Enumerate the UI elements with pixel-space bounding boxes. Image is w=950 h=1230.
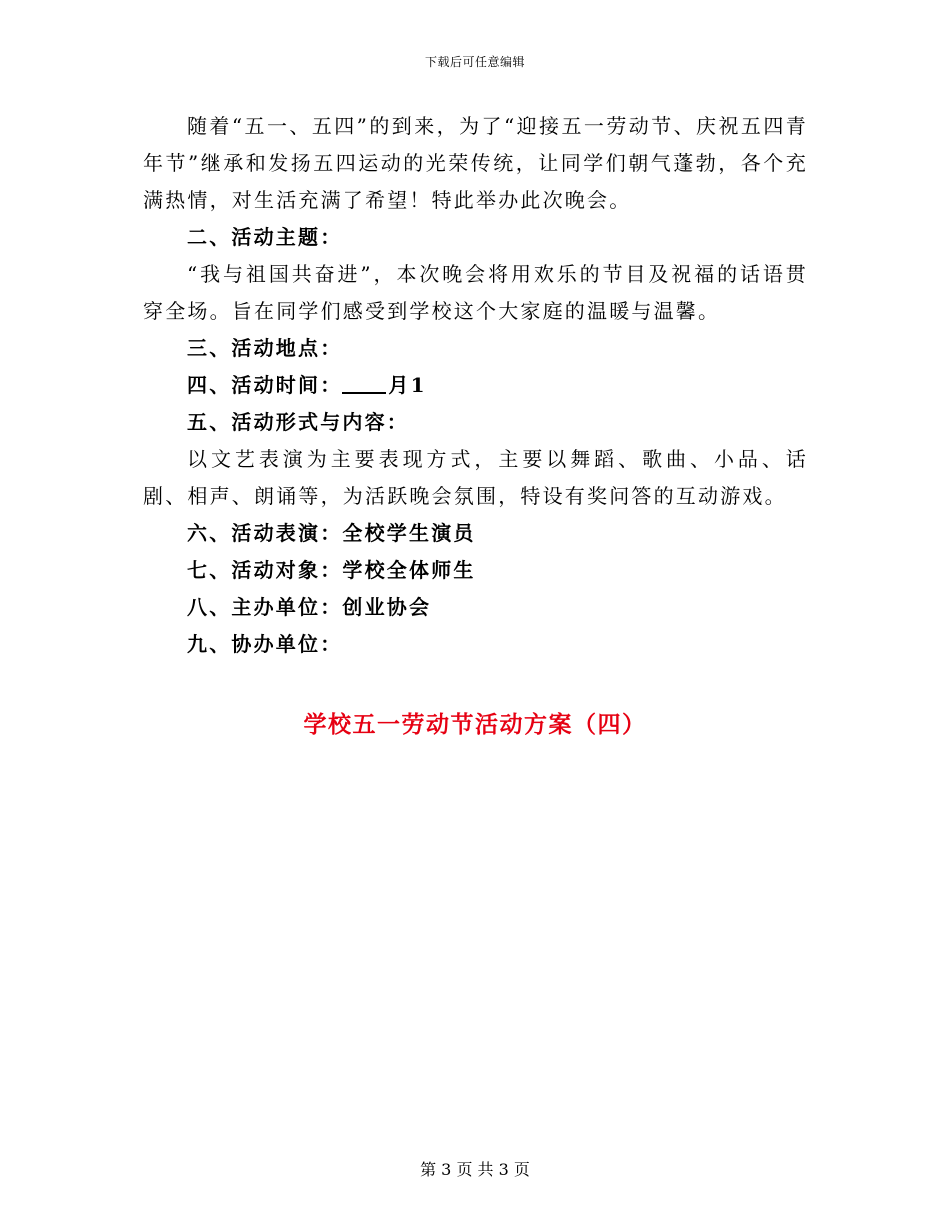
section-theme-text: “我与祖国共奋进”，本次晚会将用欢乐的节目及祝福的话语贯穿全场。旨在同学们感受到学校这个大家庭的温暖与温馨。 [143, 262, 808, 323]
section-location-heading: 三、活动地点： [187, 336, 343, 360]
section-format-text: 以文艺表演为主要表现方式，主要以舞蹈、歌曲、小品、话剧、相声、朗诵等，为活跃晚会氛围，特设有奖问答的互动游戏。 [143, 447, 808, 508]
page-header-note: 下载后可任意编辑 [424, 55, 525, 69]
section-coorganizer: 九、协办单位： [187, 632, 343, 656]
section-organizer: 八、主办单位：创业协会 [187, 595, 432, 619]
section-performers: 六、活动表演：全校学生演员 [187, 521, 476, 545]
section-theme-heading: 二、活动主题： [187, 225, 343, 249]
time-blank-underline [342, 370, 386, 394]
section-time-label: 四、活动时间： [187, 373, 343, 397]
section-time-value: 月1 [388, 373, 427, 397]
section-time-heading [143, 367, 808, 404]
next-section-title: 学校五一劳动节活动方案（四） [303, 711, 647, 738]
section-audience: 七、活动对象：学校全体师生 [187, 558, 476, 582]
page-number-footer: 第 3 页 共 3 页 [420, 1160, 530, 1179]
document-body [143, 108, 808, 663]
intro-paragraph: 随着“五一、五四”的到来，为了“迎接五一劳动节、庆祝五四青年节”继承和发扬五四运动的光荣传统，让同学们朝气蓬勃，各个充满热情，对生活充满了希望！特此举办此次晚会。 [143, 114, 808, 212]
section-format-heading: 五、活动形式与内容： [187, 410, 409, 434]
